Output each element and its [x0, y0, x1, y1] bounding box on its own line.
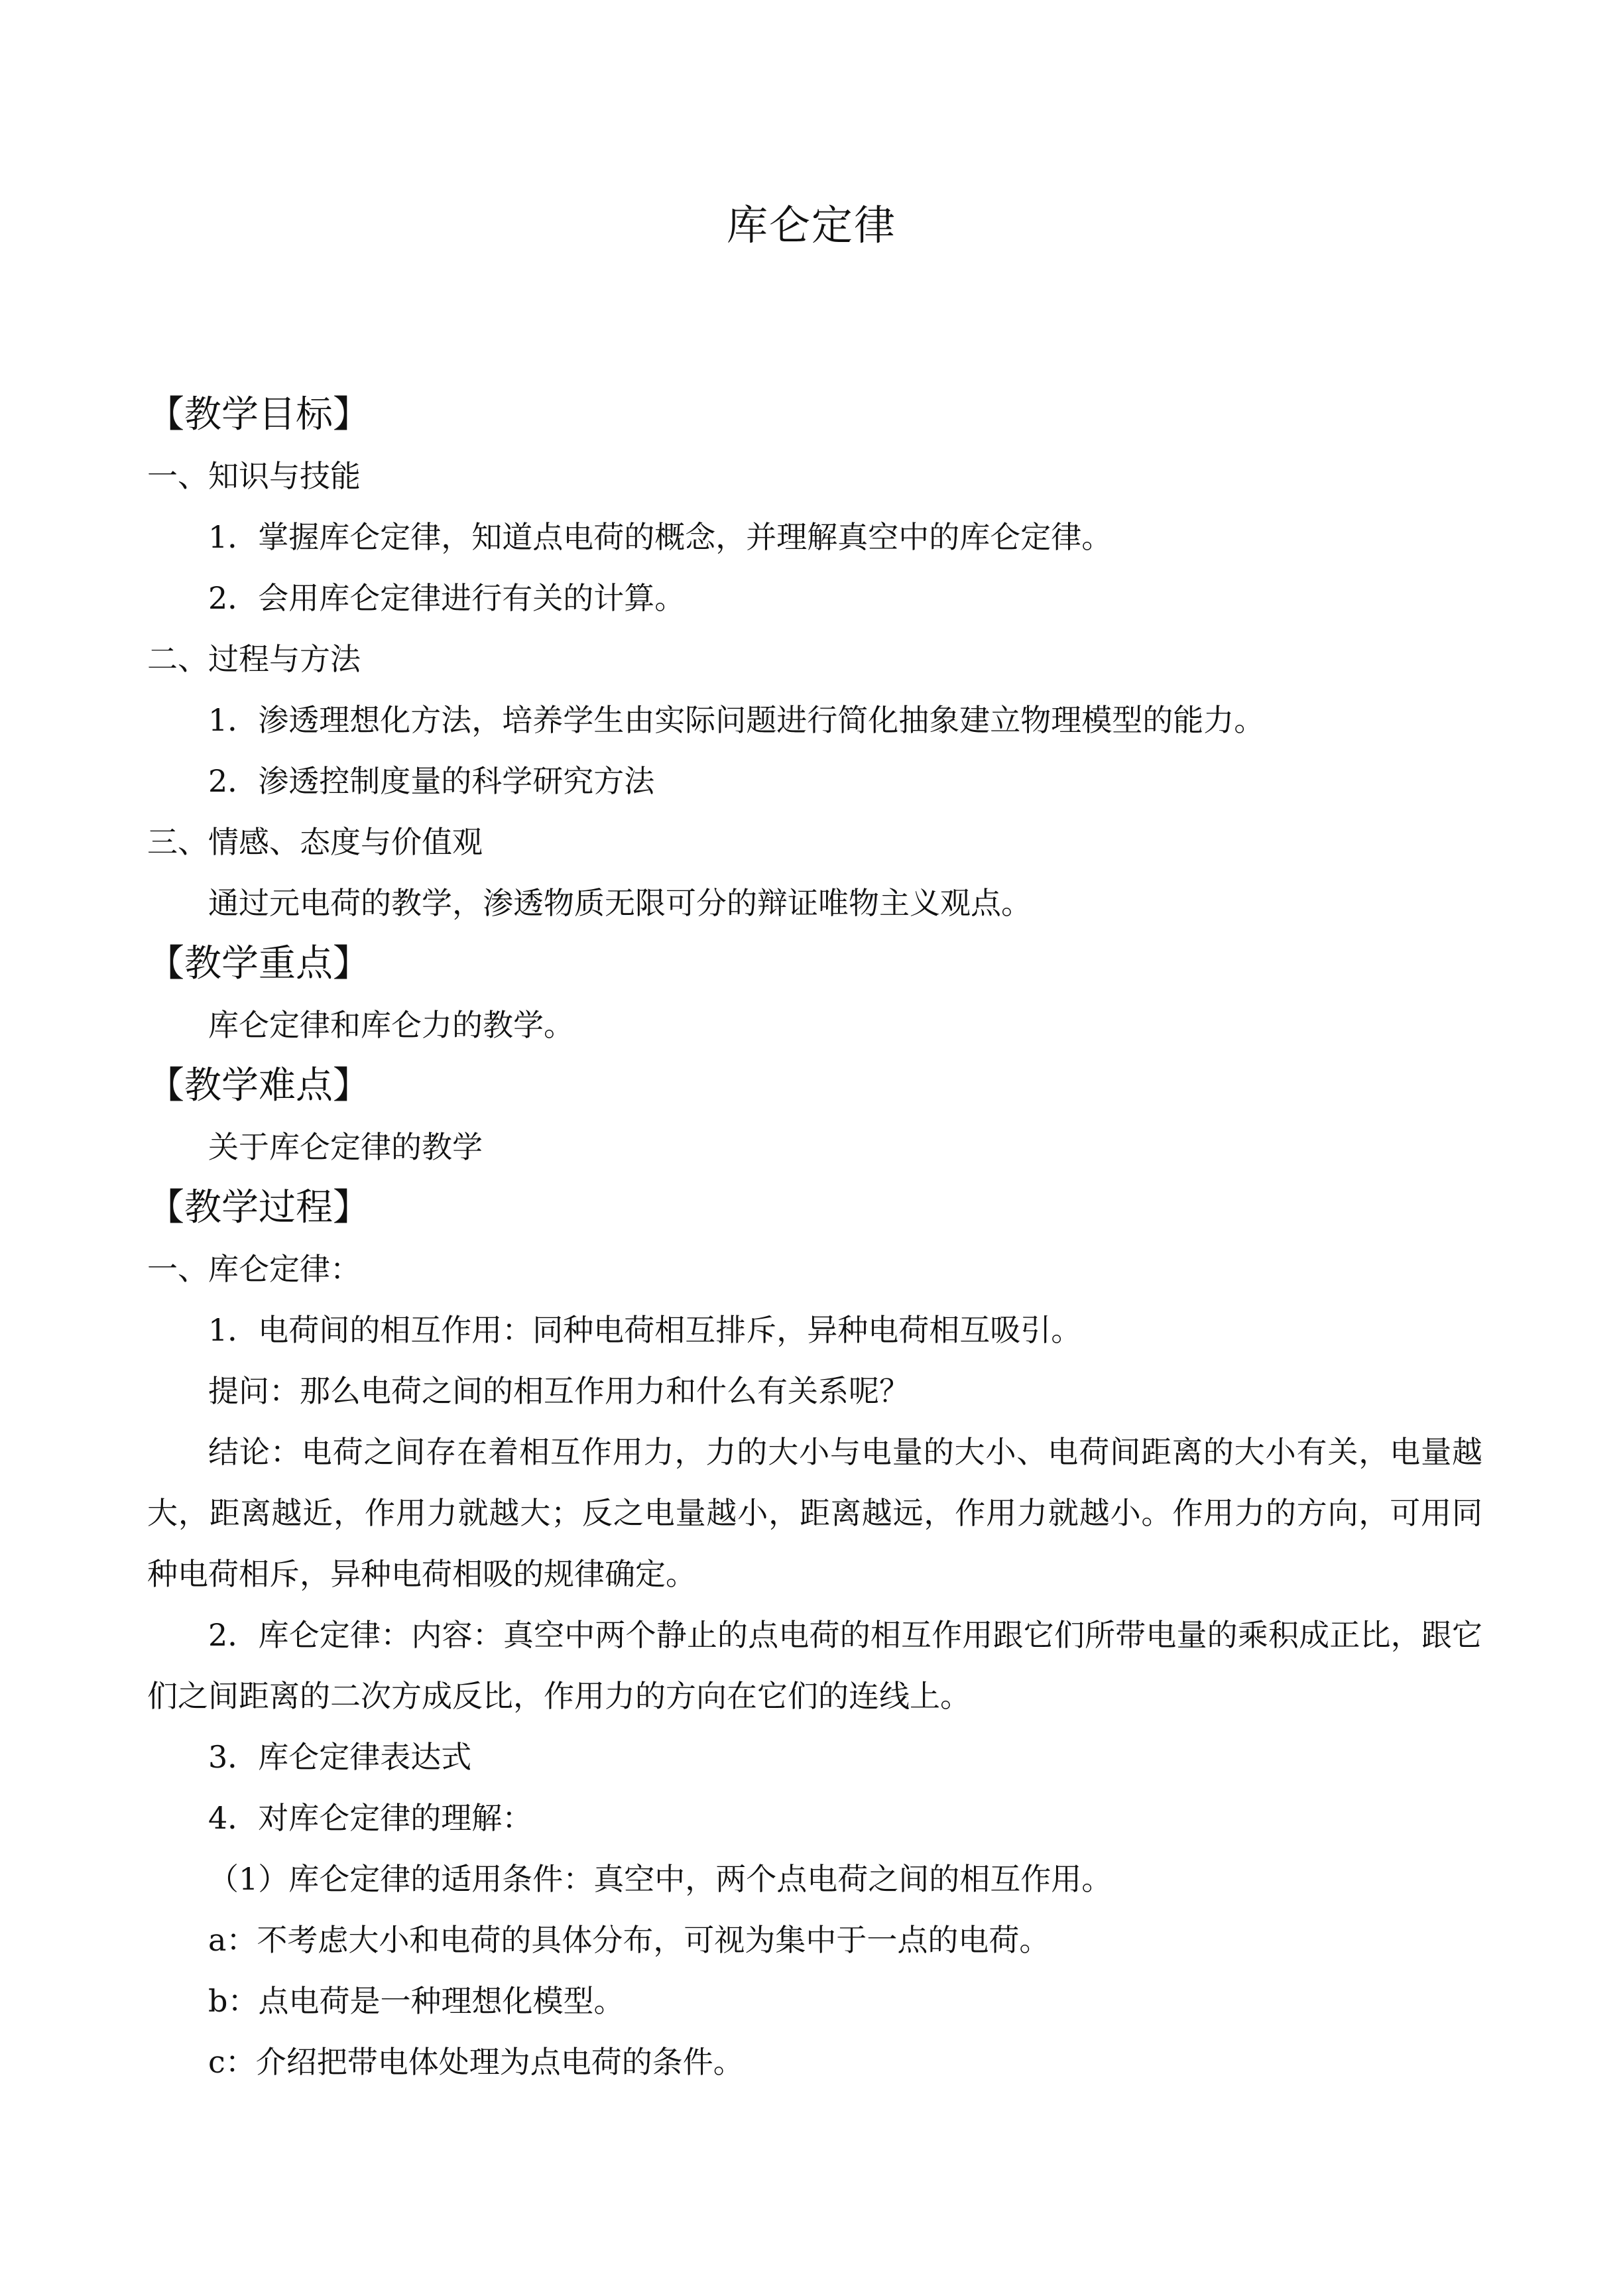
list-item: b：点电荷是一种理想化模型。	[208, 1983, 625, 2019]
document-body	[147, 385, 1482, 2092]
list-item: （1）库仑定律的适用条件：真空中，两个点电荷之间的相互作用。	[208, 1861, 1112, 1897]
list-item: 通过元电荷的教学，渗透物质无限可分的辩证唯物主义观点。	[208, 885, 1032, 921]
list-item: a：不考虑大小和电荷的具体分布，可视为集中于一点的电荷。	[208, 1922, 1050, 1958]
paragraph-conclusion: 结论：电荷之间存在着相互作用力，力的大小与电量的大小、电荷间距离的大小有关，电量越大，距离越近，作用力就越大；反之电量越小，距离越远，作用力就越小。作用力的方向，可用同种电荷相斥，异种电荷相吸的规律确定。	[147, 1434, 1482, 1592]
list-item: 1．渗透理想化方法，培养学生由实际问题进行简化抽象建立物理模型的能力。	[208, 702, 1265, 738]
list-item: 关于库仑定律的教学	[208, 1129, 483, 1165]
heading-teaching-process: 【教学过程】	[147, 1186, 370, 1229]
section-process-methods: 二、过程与方法	[147, 641, 361, 677]
list-item: 3．库仑定律表达式	[208, 1739, 472, 1775]
list-item: c：介绍把带电体处理为点电荷的条件。	[208, 2044, 744, 2080]
list-item: 提问：那么电荷之间的相互作用力和什么有关系呢？	[208, 1373, 910, 1409]
section-emotion-values: 三、情感、态度与价值观	[147, 824, 483, 860]
section-knowledge-skills: 一、知识与技能	[147, 458, 361, 494]
document-title: 库仑定律	[726, 201, 896, 249]
list-item: 1．电荷间的相互作用：同种电荷相互排斥，异种电荷相互吸引。	[208, 1312, 1082, 1348]
list-item: 2．渗透控制度量的科学研究方法	[208, 763, 655, 799]
heading-teaching-objectives: 【教学目标】	[147, 393, 370, 436]
list-item: 1．掌握库仑定律，知道点电荷的概念，并理解真空中的库仑定律。	[208, 519, 1112, 555]
list-item: 2．会用库仑定律进行有关的计算。	[208, 580, 686, 616]
list-item: 4．对库仑定律的理解：	[208, 1800, 533, 1836]
paragraph-law-content: 2．库仑定律：内容：真空中两个静止的点电荷的相互作用跟它们所带电量的乘积成正比，跟它们之间距离的二次方成反比，作用力的方向在它们的连线上。	[147, 1617, 1482, 1714]
heading-teaching-difficulty: 【教学难点】	[147, 1064, 370, 1107]
list-item: 库仑定律和库仑力的教学。	[208, 1007, 574, 1043]
heading-teaching-focus: 【教学重点】	[147, 942, 370, 985]
section-coulombs-law: 一、库仑定律：	[147, 1251, 361, 1287]
